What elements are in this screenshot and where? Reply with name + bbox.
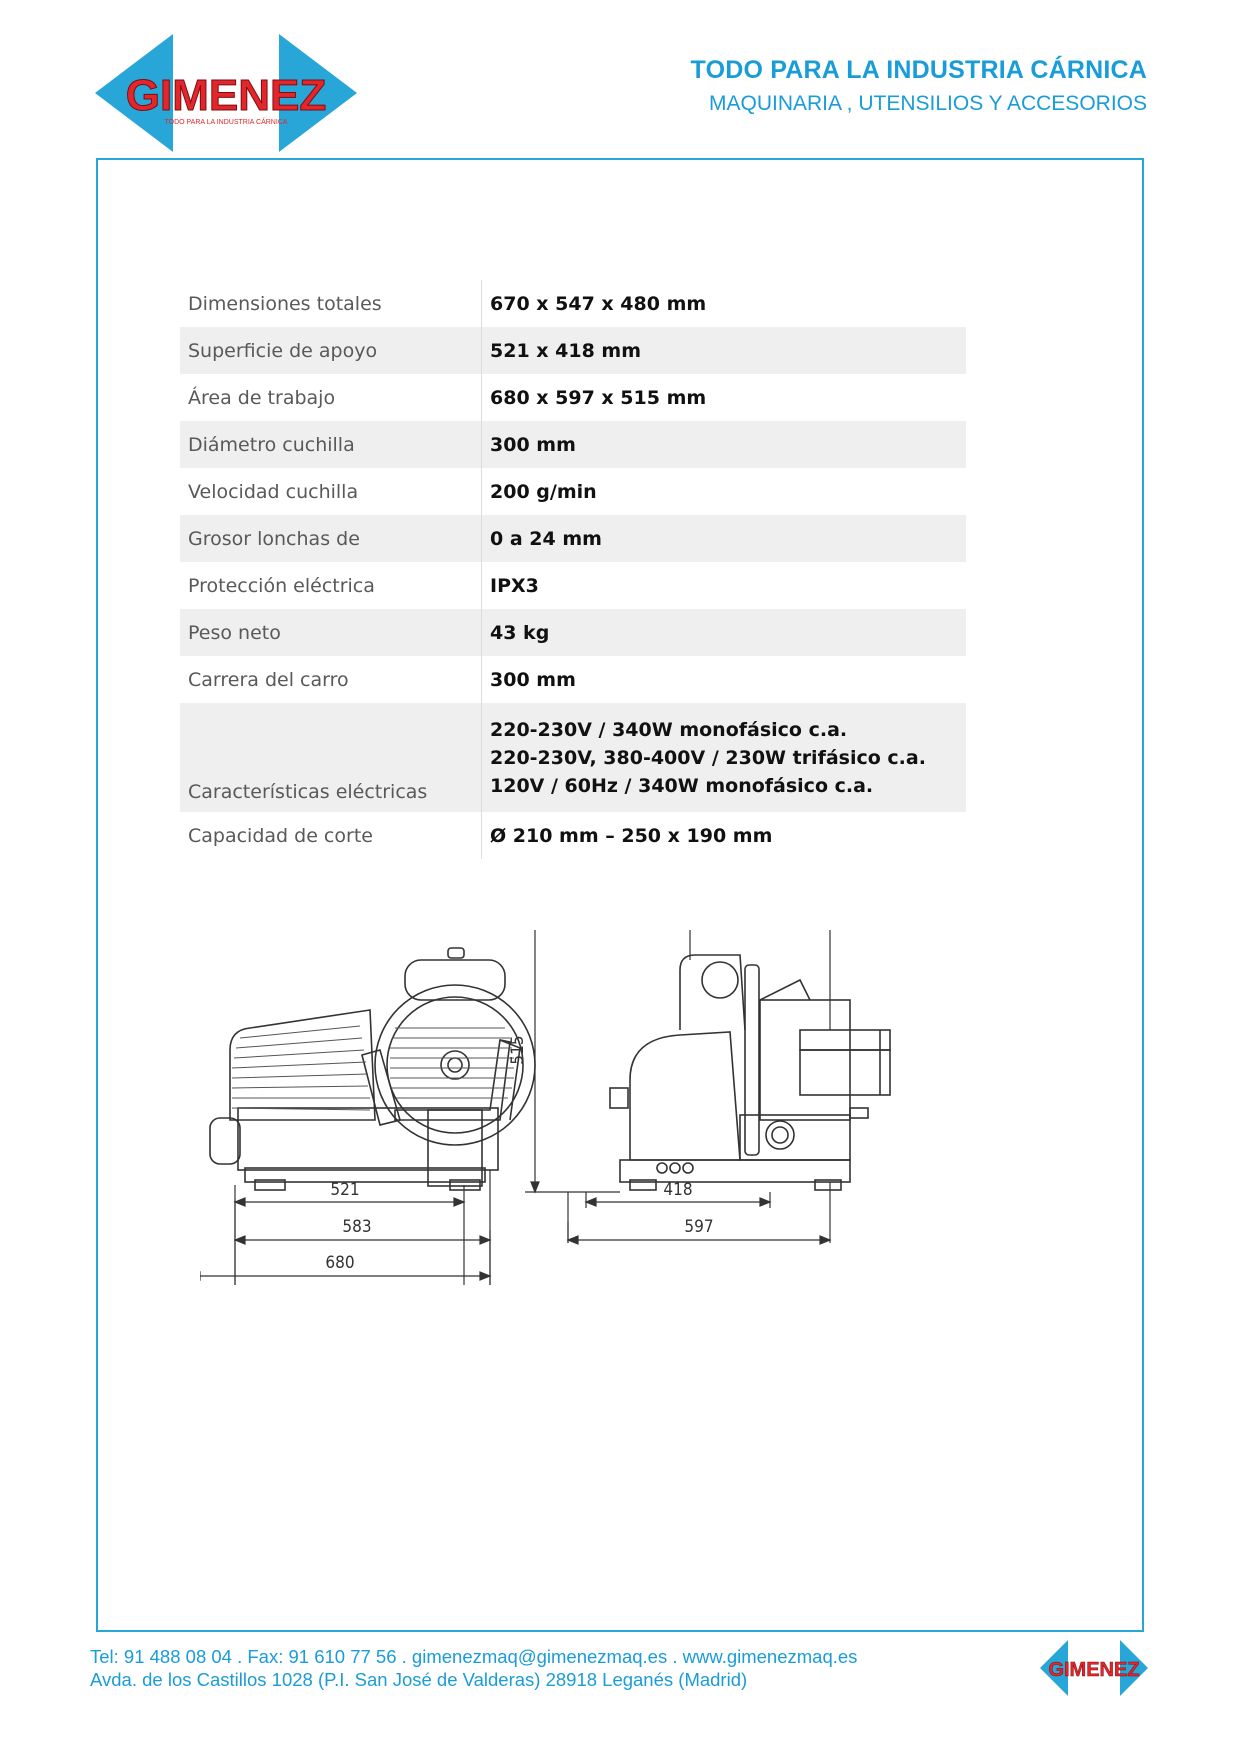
spec-label: Superficie de apoyo	[180, 327, 482, 374]
spec-value-line: 220-230V / 340W monofásico c.a.	[490, 718, 848, 741]
spec-value: 521 x 418 mm	[482, 327, 967, 374]
gimenez-logo-small	[1040, 1640, 1148, 1696]
dim-label-front-base: 521	[330, 1180, 360, 1200]
logo-small-wordmark: GIMENEZ	[1048, 1659, 1140, 1681]
spec-label: Protección eléctrica	[180, 562, 482, 609]
spec-value: 200 g/min	[490, 480, 597, 503]
spec-row	[180, 515, 966, 562]
spec-value: 43 kg	[482, 609, 967, 656]
spec-value: 0 a 24 mm	[482, 515, 967, 562]
dim-label-front-total: 680	[325, 1253, 355, 1273]
spec-row	[180, 656, 966, 703]
spec-value	[482, 703, 967, 812]
spec-value-line: 120V / 60Hz / 340W monofásico c.a.	[490, 774, 874, 797]
spec-label: Carrera del carro	[180, 656, 482, 703]
spec-label: Grosor lonchas de	[180, 515, 482, 562]
spec-label: Área de trabajo	[180, 374, 482, 421]
spec-label: Dimensiones totales	[180, 280, 482, 327]
spec-row	[180, 421, 966, 468]
spec-row	[180, 374, 966, 421]
spec-row	[180, 327, 966, 374]
dim-label-side-total: 597	[684, 1217, 714, 1237]
spec-label: Velocidad cuchilla	[180, 468, 482, 515]
header-title: TODO PARA LA INDUSTRIA CÁRNICA	[690, 56, 1147, 84]
dim-label-front-depth: 583	[342, 1217, 372, 1237]
footer-contact: Tel: 91 488 08 04 . Fax: 91 610 77 56 . gimenezmaq@gimenezmaq.es . www.gimenezmaq.es	[90, 1646, 858, 1667]
spec-label: Características eléctricas	[180, 703, 482, 812]
spec-label: Diámetro cuchilla	[180, 421, 482, 468]
spec-value: 670 x 547 x 480 mm	[490, 292, 707, 315]
spec-table	[180, 280, 966, 859]
header-subtitle: MAQUINARIA , UTENSILIOS Y ACCESORIOS	[708, 92, 1147, 115]
slicer-side-view	[610, 955, 890, 1190]
slicer-front-view	[210, 948, 535, 1190]
dim-label-side-base: 418	[663, 1180, 693, 1200]
dim-label-height: 515	[508, 1035, 528, 1065]
logo-tagline: TODO PARA LA INDUSTRIA CÁRNICA	[164, 119, 288, 126]
spec-value: 680 x 597 x 515 mm	[490, 386, 707, 409]
gimenez-logo	[95, 34, 357, 152]
spec-value: 300 mm	[482, 421, 967, 468]
logo-wordmark: GIMENEZ	[125, 71, 327, 120]
spec-row	[180, 468, 966, 515]
spec-row	[180, 280, 966, 327]
spec-label: Peso neto	[180, 609, 482, 656]
spec-row	[180, 609, 966, 656]
spec-row	[180, 812, 966, 859]
technical-drawing	[200, 930, 960, 1420]
spec-value-line: 220-230V, 380-400V / 230W trifásico c.a.	[490, 746, 926, 769]
spec-label: Capacidad de corte	[180, 812, 482, 859]
footer-address: Avda. de los Castillos 1028 (P.I. San José de Valderas) 28918 Leganés (Madrid)	[90, 1669, 748, 1690]
spec-value: 300 mm	[490, 668, 576, 691]
spec-row	[180, 562, 966, 609]
spec-row	[180, 703, 966, 812]
spec-value: Ø 210 mm – 250 x 190 mm	[490, 824, 773, 847]
spec-value: IPX3	[490, 574, 539, 597]
